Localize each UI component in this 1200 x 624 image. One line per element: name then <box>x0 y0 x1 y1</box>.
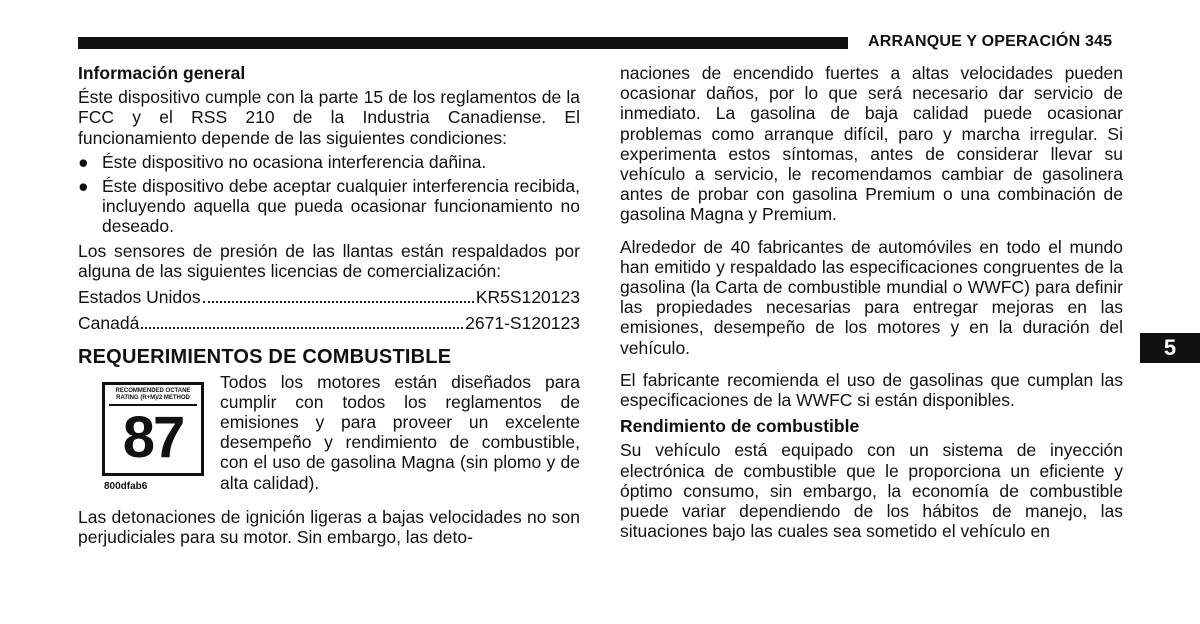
knock-paragraph: Las detonaciones de ignición ligeras a bajas velocidades no son perjudiciales para su motor. Sin embargo, las deto- <box>78 506 580 548</box>
fuel-paragraph: Todos los motores están diseñados para cumplir con todos los reglamentos de emisiones y para proveer un excelente desempeño y rendimiento de combustible, con el uso de gasolina Magna (sin plomo y de alta calidad). <box>220 371 580 493</box>
bullet-text: Éste dispositivo no ocasiona interferencia dañina. <box>102 151 487 172</box>
fuel-figure-block <box>78 372 580 497</box>
octane-label-header: RECOMMENDED OCTANE RATING (R+M)/2 METHOD <box>109 385 197 406</box>
continued-paragraph: naciones de encendido fuertes a altas velocidades pueden ocasionar daños, por lo que será necesario dar servicio de inmediato. La gasolina de baja calidad puede ocasionar problemas como arranque difícil, paro y marcha irregular. Si experimenta estos síntomas, antes de considerar llevar su vehículo a servicio, le recomendamos cambiar de gasolinera antes de probar con gasolina Premium o una combinación de gasolina Magna y Premium. <box>620 63 1123 225</box>
fuel-efficiency-paragraph: Su vehículo está equipado con un sistema de inyección electrónica de combustible que le proporciona un eficiente y óptimo consumo, sin embargo, la economía de combustible puede variar dependiendo de los hábitos de manejo, las situaciones bajo las cuales sea sometido el vehículo en <box>620 440 1123 542</box>
bullet-dot-icon: ● <box>78 176 89 197</box>
license-code: 2671-S120123 <box>465 313 580 334</box>
license-row <box>78 287 580 307</box>
octane-label-box <box>102 382 204 476</box>
bullet-item <box>78 176 580 237</box>
octane-number: 87 <box>122 404 184 470</box>
dot-leader <box>203 301 474 303</box>
bullet-dot-icon: ● <box>78 151 89 172</box>
license-country: Canadá <box>78 313 140 334</box>
octane-rating-label <box>102 382 210 497</box>
fuel-requirements-title: REQUERIMIENTOS DE COMBUSTIBLE <box>78 346 452 369</box>
figure-code: 800dfab6 <box>104 480 148 492</box>
recommend-paragraph: El fabricante recomienda el uso de gasolinas que cumplan las especificaciones de la WWFC si están disponibles. <box>620 369 1123 411</box>
header-rule <box>78 37 848 49</box>
running-head: ARRANQUE Y OPERACIÓN 345 <box>868 33 1113 50</box>
bullet-text: Éste dispositivo debe aceptar cualquier interferencia recibida, incluyendo aquella que pueda ocasionar funcionamiento no deseado. <box>102 176 580 237</box>
dot-leader <box>141 327 463 329</box>
license-country: Estados Unidos <box>78 287 201 308</box>
left-column <box>78 63 580 547</box>
general-info-heading: Información general <box>78 63 246 83</box>
license-row <box>78 313 580 333</box>
sensors-paragraph: Los sensores de presión de las llantas están respaldados por alguna de las siguientes licencias de comercialización: <box>78 240 580 281</box>
license-code: KR5S120123 <box>475 287 580 308</box>
bullet-item <box>78 152 580 172</box>
right-column <box>620 63 1123 541</box>
wwfc-paragraph: Alrededor de 40 fabricantes de automóviles en todo el mundo han emitido y respaldado las especificaciones congruentes de la gasolina (la Carta de combustible mundial o WWFC) para definir las propiedades necesarias para entregar mejoras en las emisiones, desempeño de los motores y en la duración del vehículo. <box>620 236 1123 358</box>
fuel-efficiency-heading: Rendimiento de combustible <box>620 416 860 437</box>
general-info-paragraph: Éste dispositivo cumple con la parte 15 de los reglamentos de la FCC y el RSS 210 de la Industria Canadiense. El funcionamiento depende de las siguientes condiciones: <box>78 87 580 148</box>
chapter-tab: 5 <box>1140 333 1200 363</box>
